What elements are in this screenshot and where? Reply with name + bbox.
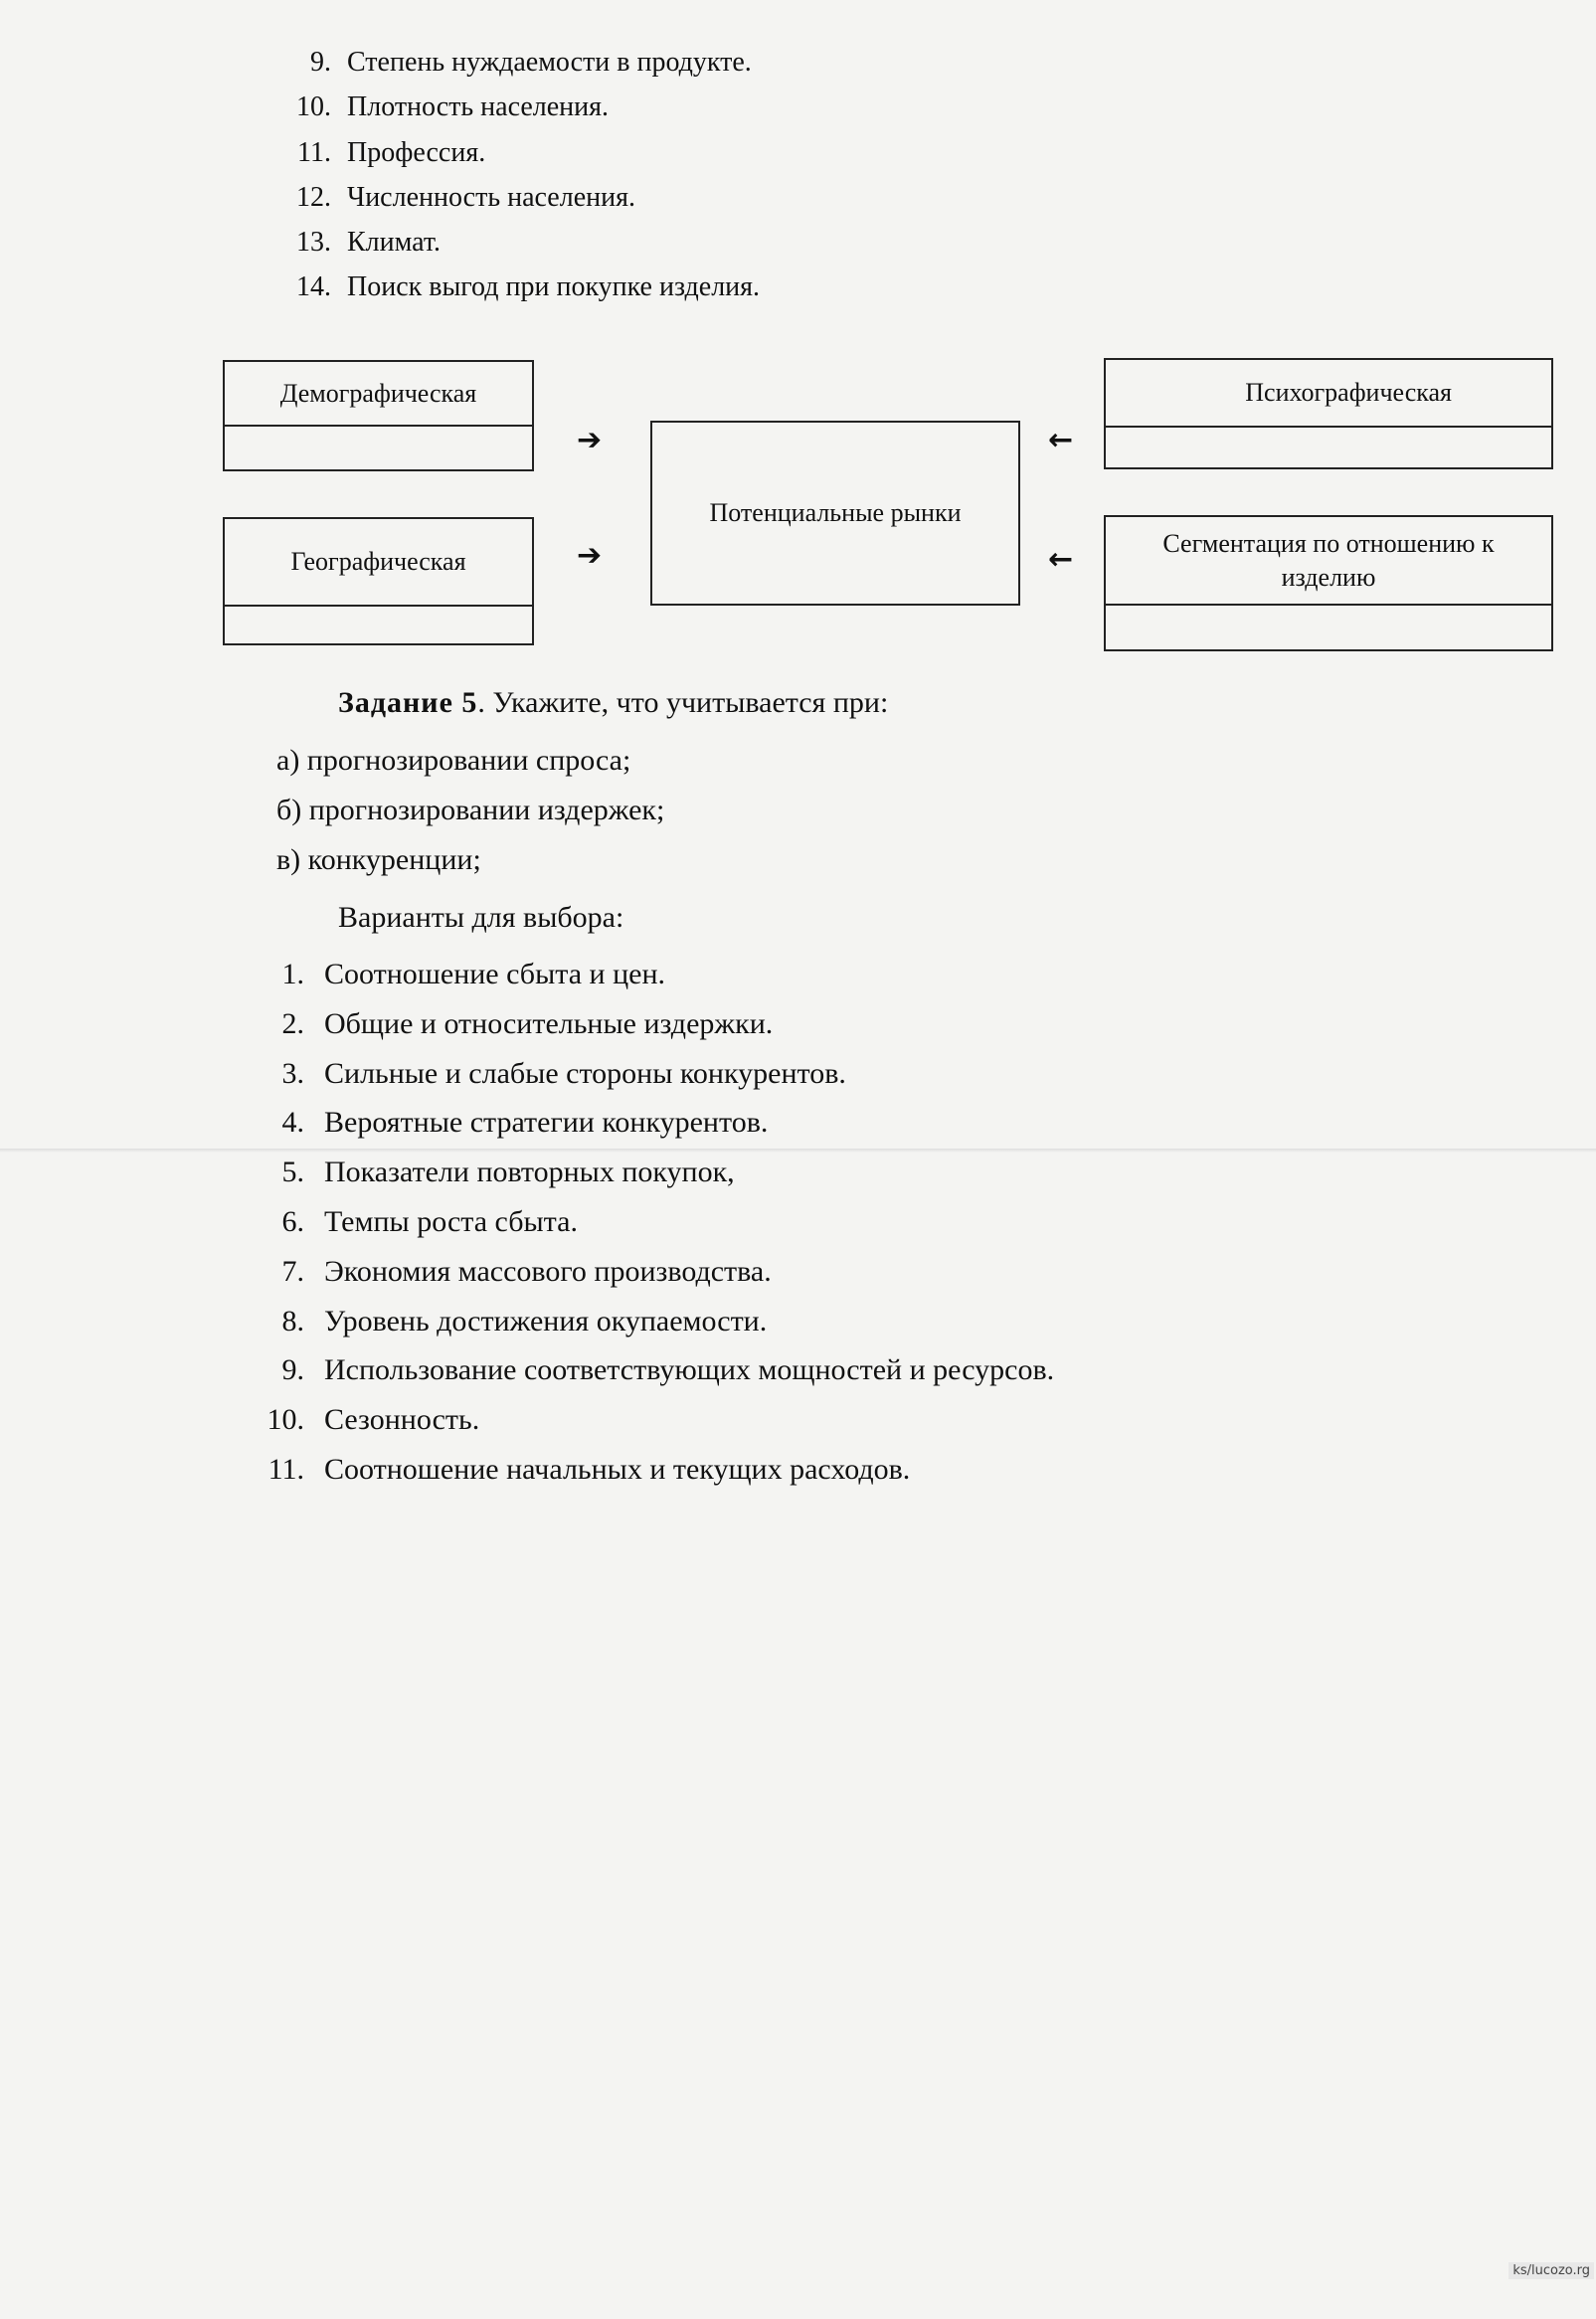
- list-item-number: 11.: [297, 136, 331, 168]
- arrow-left-icon: ←: [1048, 423, 1074, 457]
- list-item-text: Темпы роста сбыта.: [324, 1204, 578, 1238]
- variants-title: Варианты для выбора:: [338, 901, 624, 934]
- list-item: [276, 40, 760, 85]
- site-label: ks/lucozo.rg: [1508, 2262, 1594, 2279]
- product-segmentation-box-title: Сегментация по отношению к изделию: [1106, 517, 1551, 606]
- potential-markets-box: [650, 421, 1020, 606]
- list-item-text: Показатели повторных покупок,: [324, 1156, 735, 1189]
- list-item-text: Климат.: [347, 227, 441, 259]
- list-item-text: Соотношение сбыта и цен.: [324, 958, 665, 990]
- task-5-heading: [338, 686, 888, 720]
- task-option: а) прогнозировании спроса;: [276, 744, 631, 777]
- list-item-text: Сезонность.: [324, 1403, 480, 1437]
- list-item: [261, 999, 1054, 1049]
- list-item-number: 6.: [281, 1204, 304, 1238]
- psychographic-box: [1104, 358, 1553, 469]
- list-item-number: 7.: [281, 1254, 304, 1288]
- list-item: [261, 1098, 1054, 1148]
- list-item-number: 5.: [281, 1156, 304, 1189]
- potential-markets-label: Потенциальные рынки: [709, 498, 962, 527]
- list-item-number: 4.: [281, 1106, 304, 1140]
- task-5-label: Задание 5: [338, 686, 478, 719]
- list-item-text: Поиск выгод при покупке изделия.: [347, 271, 761, 303]
- list-item-number: 13.: [296, 227, 331, 259]
- list-item-text: Общие и относительные издержки.: [324, 1006, 774, 1040]
- list-item-number: 10.: [296, 91, 331, 123]
- list-item-number: 9.: [310, 47, 331, 78]
- geographic-box: [223, 517, 534, 645]
- list-item-number: 11.: [267, 1452, 304, 1486]
- list-item-text: Численность населения.: [347, 181, 635, 213]
- list-item: [276, 85, 760, 129]
- arrow-left-icon: ←: [1048, 542, 1074, 577]
- task-option: в) конкуренции;: [276, 843, 481, 876]
- arrow-right-icon: ➔: [577, 423, 603, 457]
- list-item: [261, 1395, 1054, 1445]
- list-item: [276, 175, 760, 220]
- list-item-number: 2.: [281, 1006, 304, 1040]
- task-option: б) прогнозировании издержек;: [276, 794, 665, 826]
- task-5-options: [276, 736, 664, 885]
- list-item: [261, 1297, 1054, 1346]
- list-item: [261, 950, 1054, 999]
- product-segmentation-box: [1104, 515, 1553, 651]
- list-item: [276, 220, 760, 265]
- list-item: [261, 1049, 1054, 1099]
- geographic-box-title: Географическая: [225, 519, 532, 607]
- task-5-text: . Укажите, что учитывается при:: [477, 686, 889, 719]
- list-item-number: 10.: [266, 1403, 304, 1437]
- list-item: [261, 1197, 1054, 1247]
- list-item-text: Степень нуждаемости в продукте.: [347, 47, 752, 78]
- list-item: [276, 130, 760, 175]
- list-item-number: 12.: [296, 181, 331, 213]
- list-item-number: 8.: [281, 1304, 304, 1338]
- list-item-text: Уровень достижения окупаемости.: [324, 1304, 768, 1338]
- list-item: [261, 1148, 1054, 1197]
- list-item-text: Вероятные стратегии конкурентов.: [324, 1106, 769, 1140]
- list-item: [261, 1247, 1054, 1297]
- list-item-text: Профессия.: [347, 136, 486, 168]
- arrow-right-icon: ➔: [577, 538, 603, 573]
- list-item-number: 14.: [296, 271, 331, 303]
- variants-list: [261, 950, 1054, 1495]
- list-item-text: Использование соответствующих мощностей и ресурсов.: [324, 1353, 1055, 1387]
- list-item: [261, 1445, 1054, 1495]
- list-item-text: Сильные и слабые стороны конкурентов.: [324, 1056, 846, 1090]
- list-item-number: 3.: [281, 1056, 304, 1090]
- psychographic-box-title: Психографическая: [1106, 360, 1551, 428]
- criteria-list: [276, 40, 760, 310]
- list-item-number: 1.: [281, 958, 304, 990]
- list-item: [261, 1345, 1054, 1395]
- list-item: [276, 265, 760, 309]
- list-item-text: Соотношение начальных и текущих расходов.: [324, 1452, 911, 1486]
- list-item-number: 9.: [281, 1353, 304, 1387]
- list-item-text: Плотность населения.: [347, 91, 610, 123]
- list-item-text: Экономия массового производства.: [324, 1254, 772, 1288]
- demographic-box-title: Демографическая: [225, 362, 532, 427]
- demographic-box: [223, 360, 534, 471]
